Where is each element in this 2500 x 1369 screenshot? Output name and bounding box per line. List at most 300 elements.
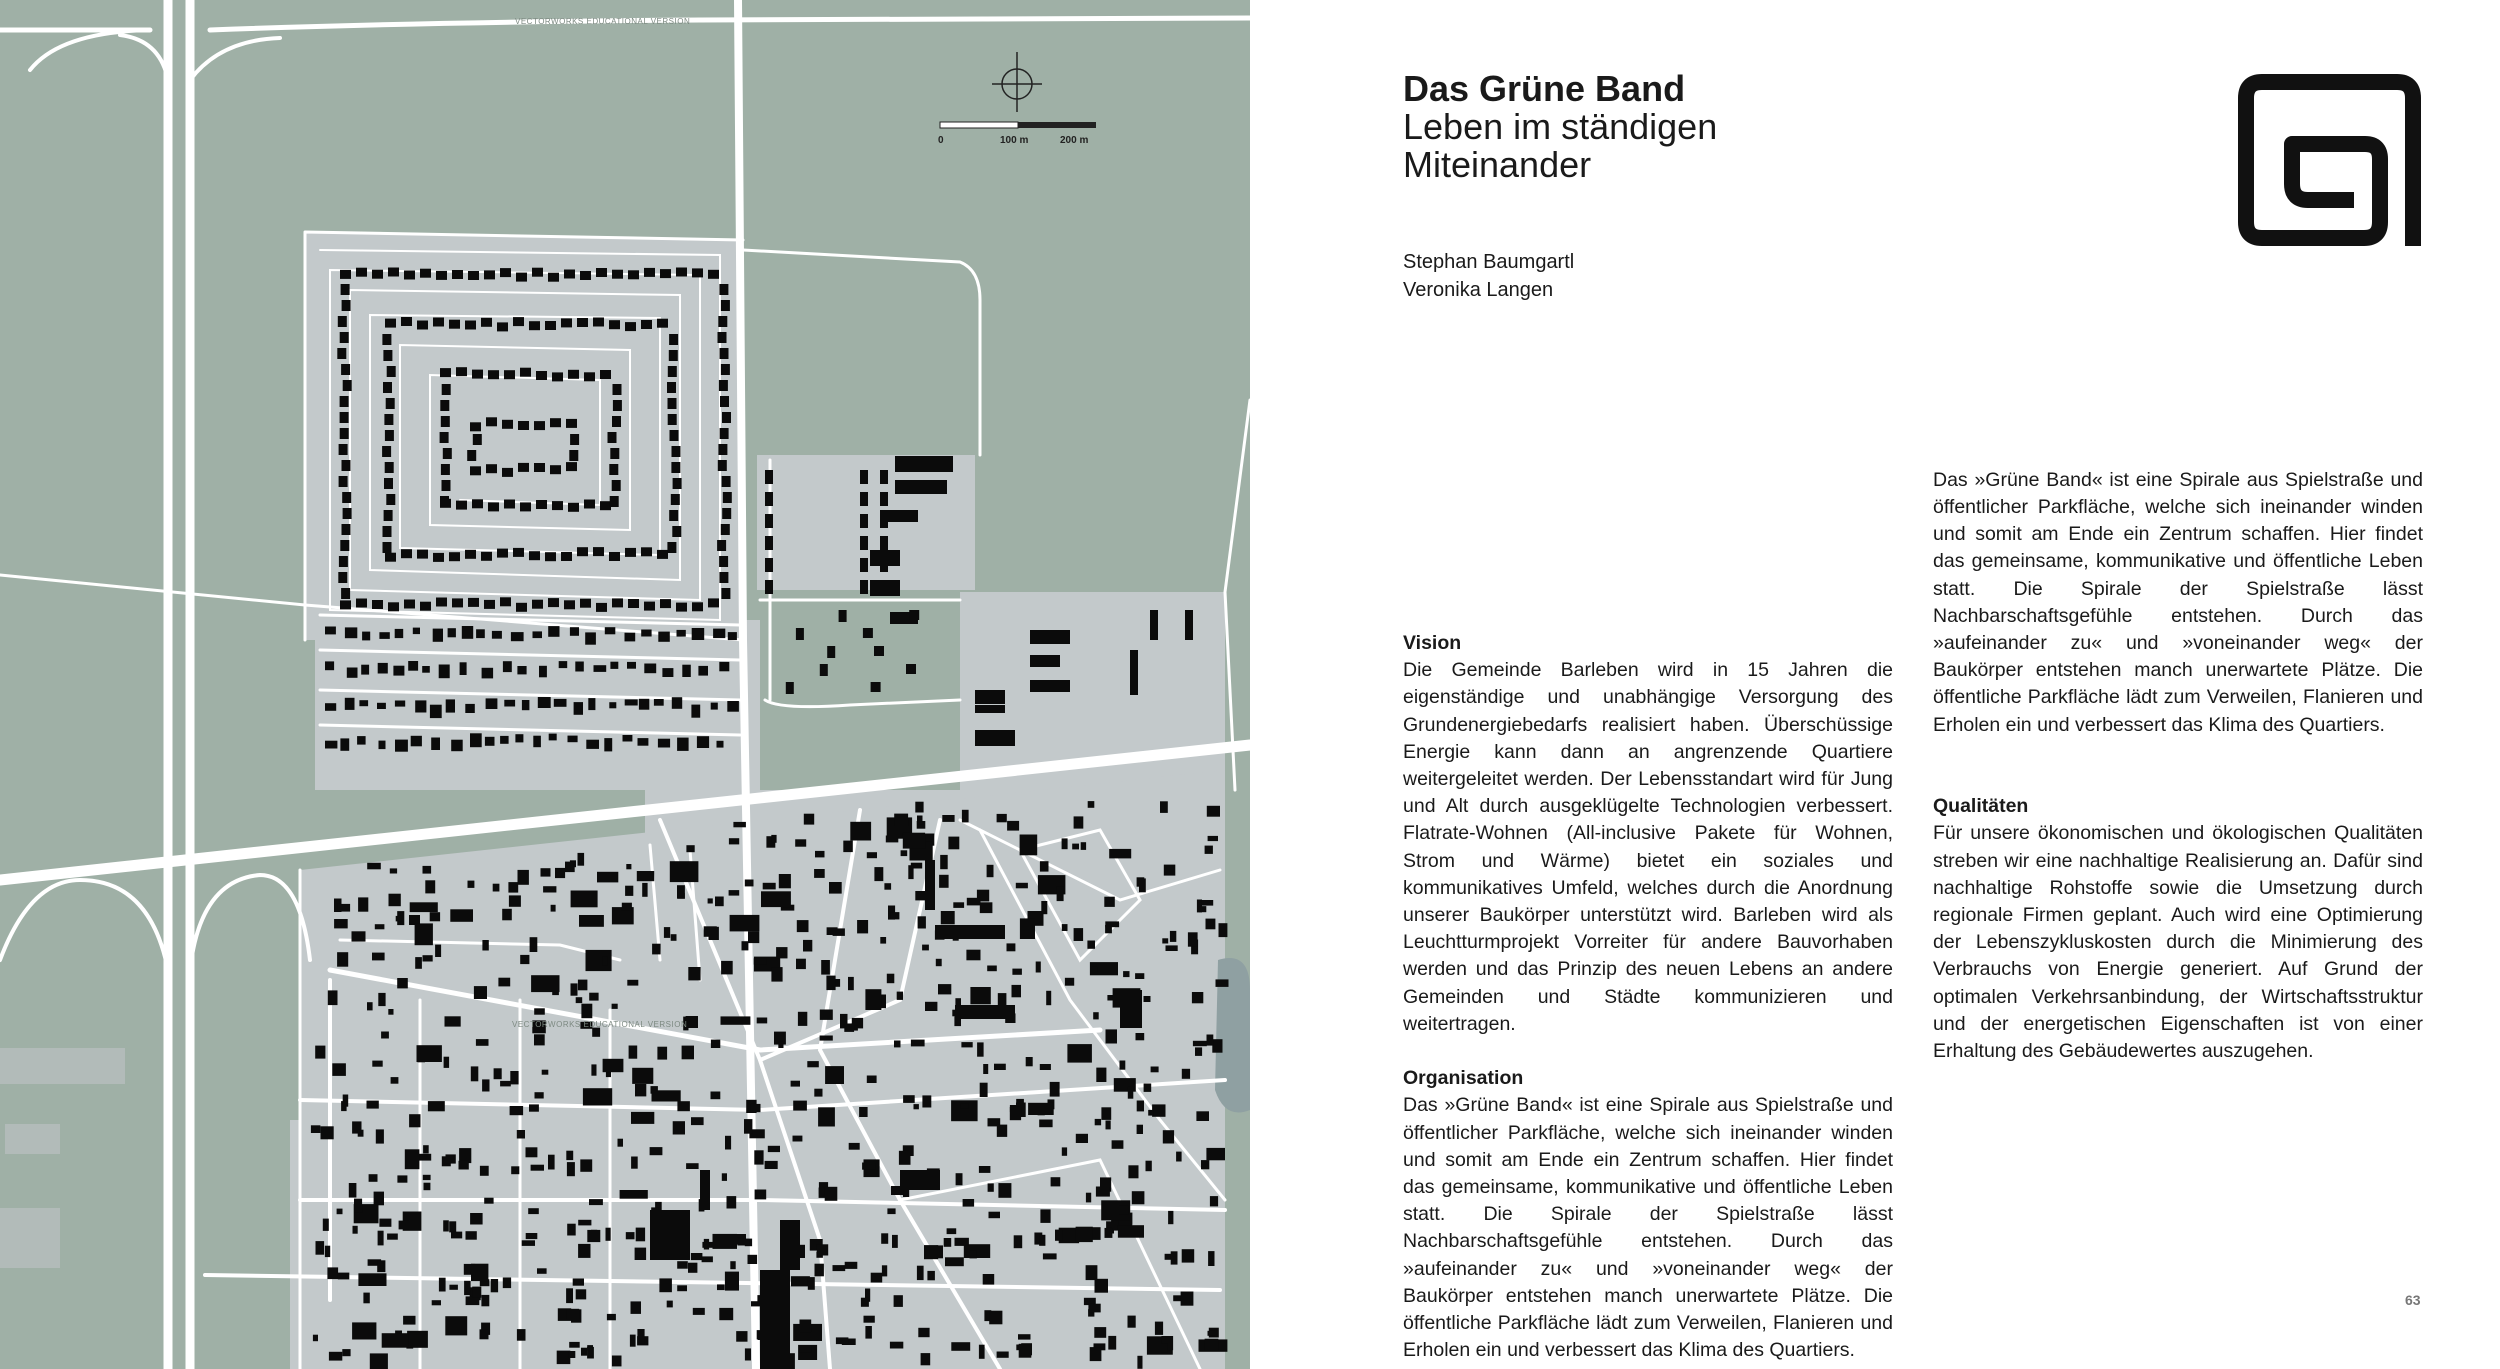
- building: [815, 1264, 824, 1277]
- building: [627, 980, 638, 986]
- building: [650, 1210, 690, 1260]
- building: [531, 975, 559, 992]
- building: [1043, 1253, 1057, 1259]
- building: [593, 547, 604, 556]
- building: [677, 738, 689, 751]
- author-name: Stephan Baumgartl: [1403, 251, 1575, 273]
- building: [568, 736, 578, 743]
- author-name: Veronika Langen: [1403, 279, 1554, 301]
- building: [807, 1061, 819, 1067]
- building: [329, 1352, 342, 1361]
- building: [635, 1084, 646, 1096]
- building: [966, 950, 980, 961]
- building: [839, 610, 847, 622]
- building: [571, 891, 598, 908]
- building: [814, 1089, 822, 1097]
- building: [443, 1220, 449, 1231]
- building: [580, 1159, 592, 1171]
- building: [728, 632, 737, 640]
- building: [578, 1220, 591, 1226]
- building: [667, 1301, 673, 1308]
- building: [534, 463, 545, 472]
- building: [671, 934, 677, 941]
- building: [800, 1320, 812, 1333]
- building: [672, 526, 681, 537]
- building: [657, 1047, 667, 1060]
- building: [1164, 865, 1176, 876]
- building: [470, 466, 481, 475]
- building: [945, 1257, 964, 1266]
- building: [1076, 1134, 1088, 1143]
- building: [961, 1042, 972, 1047]
- building: [470, 733, 482, 747]
- building: [922, 1095, 931, 1107]
- building: [880, 514, 888, 528]
- building: [361, 665, 369, 675]
- building: [903, 833, 925, 849]
- building: [609, 320, 620, 329]
- building: [504, 500, 515, 509]
- building: [532, 600, 543, 609]
- building: [625, 633, 636, 642]
- page-number: 63: [2405, 1292, 2421, 1308]
- building: [464, 1281, 471, 1295]
- building: [486, 464, 497, 473]
- building: [1062, 924, 1068, 931]
- building: [588, 698, 595, 710]
- building: [626, 1232, 635, 1239]
- building: [503, 1278, 511, 1289]
- building: [897, 992, 903, 1000]
- building: [779, 874, 791, 888]
- building: [403, 1316, 415, 1325]
- building: [441, 464, 450, 475]
- building: [395, 740, 408, 752]
- building: [754, 1150, 763, 1164]
- building: [465, 704, 475, 713]
- building: [456, 501, 467, 510]
- building: [820, 664, 828, 676]
- building: [433, 553, 444, 562]
- watermark-mid: VECTORWORKS EDUCATIONAL VERSION: [512, 1020, 688, 1029]
- building: [393, 666, 404, 676]
- building: [955, 1005, 1015, 1019]
- building: [484, 1198, 493, 1204]
- building: [581, 1348, 587, 1356]
- building: [1155, 1322, 1163, 1335]
- building: [725, 1136, 731, 1150]
- building: [864, 1316, 875, 1323]
- building: [1148, 1110, 1153, 1116]
- building: [630, 1335, 636, 1347]
- building: [378, 1231, 384, 1246]
- building: [636, 1228, 645, 1242]
- building: [423, 955, 433, 961]
- building: [691, 1117, 704, 1125]
- building: [1216, 979, 1229, 987]
- building: [940, 855, 948, 869]
- building: [613, 400, 622, 411]
- section-body-organisation-overflow: Das »Grüne Band« ist eine Spirale aus Spielstraße und öffentlicher Parkfläche, welche sich ineinander winden und somit am Ende ein Zentrum schaffen. Hier findet das gemeinsame, kommunikative und öffentliche Leben statt. Die Spirale der Spielstraße lässt Nachbarschaftsgefühle entstehen. Durch das »aufeinander zu« und »voneinander weg« der Baukörper entstehen manch unerwartete Plätze. Die öffentliche Parkfläche lädt zum Verweilen, Flanieren und Erholen ein und verbessert das Klima des Quartiers.: [1933, 468, 2423, 736]
- building: [445, 1016, 461, 1026]
- building: [537, 1268, 547, 1274]
- building: [593, 318, 604, 327]
- building: [529, 1104, 539, 1111]
- building: [535, 1092, 544, 1098]
- building: [673, 1121, 685, 1134]
- building: [727, 701, 739, 712]
- building: [625, 699, 638, 705]
- building: [471, 1264, 488, 1281]
- building: [668, 398, 677, 409]
- building: [382, 1333, 409, 1348]
- building: [606, 1228, 611, 1241]
- building: [997, 1352, 1009, 1358]
- building: [498, 978, 510, 987]
- building: [1118, 1225, 1144, 1238]
- building: [662, 668, 673, 677]
- building: [631, 1112, 654, 1124]
- building: [423, 866, 432, 874]
- building: [797, 920, 809, 932]
- building: [1195, 1047, 1202, 1056]
- building: [1207, 806, 1220, 817]
- building: [793, 1101, 807, 1111]
- building: [751, 1104, 761, 1112]
- building: [444, 1057, 450, 1068]
- building: [1106, 1121, 1111, 1130]
- building: [493, 884, 500, 892]
- building: [430, 705, 442, 718]
- building: [725, 1272, 739, 1291]
- building: [1112, 1140, 1124, 1149]
- building: [908, 865, 913, 879]
- building: [508, 882, 518, 893]
- building: [871, 1273, 883, 1283]
- building: [658, 739, 670, 748]
- building: [642, 883, 647, 897]
- building: [349, 1183, 357, 1198]
- building: [379, 632, 389, 639]
- building: [363, 1293, 369, 1304]
- building: [998, 993, 1007, 1006]
- building: [472, 499, 483, 508]
- building: [1030, 630, 1070, 644]
- building: [718, 316, 727, 327]
- building: [1067, 1044, 1092, 1063]
- building: [1108, 1336, 1116, 1350]
- building: [1007, 821, 1019, 831]
- building: [1193, 1041, 1207, 1046]
- building: [378, 663, 388, 674]
- building: [343, 380, 352, 391]
- building: [1161, 1343, 1168, 1352]
- building: [385, 430, 394, 441]
- building: [796, 959, 806, 969]
- building: [605, 627, 616, 634]
- building: [914, 1104, 919, 1109]
- building: [583, 1088, 612, 1105]
- building: [1136, 1033, 1145, 1040]
- building: [494, 1068, 502, 1079]
- building: [623, 735, 633, 742]
- building: [939, 875, 949, 888]
- building: [497, 322, 508, 331]
- building: [440, 432, 449, 443]
- building: [591, 1064, 596, 1075]
- building: [531, 1165, 544, 1171]
- building: [448, 628, 456, 637]
- building: [742, 941, 749, 950]
- building: [771, 967, 782, 982]
- building: [502, 909, 512, 921]
- building: [517, 1130, 525, 1139]
- building: [341, 284, 350, 295]
- building: [717, 741, 724, 748]
- building: [377, 703, 386, 709]
- building: [577, 318, 588, 327]
- building: [473, 434, 482, 445]
- building: [439, 665, 450, 679]
- building: [994, 1064, 1006, 1070]
- building: [574, 702, 583, 715]
- building: [1074, 816, 1084, 828]
- building: [1007, 943, 1016, 951]
- building: [395, 701, 405, 707]
- building: [367, 1002, 373, 1010]
- building: [358, 897, 368, 911]
- building: [671, 494, 680, 505]
- building: [384, 510, 393, 521]
- building: [382, 334, 391, 345]
- building: [748, 931, 759, 943]
- building: [997, 1125, 1007, 1137]
- building: [408, 661, 418, 671]
- building: [383, 542, 392, 553]
- building: [632, 1068, 653, 1084]
- building: [667, 382, 676, 393]
- building: [1041, 901, 1047, 914]
- building: [395, 629, 404, 638]
- building: [719, 572, 728, 583]
- building: [938, 984, 951, 994]
- building: [589, 1199, 603, 1205]
- building: [1137, 1125, 1143, 1134]
- grey-patch: [0, 1208, 60, 1268]
- building: [423, 1175, 431, 1180]
- building: [702, 1256, 713, 1262]
- building: [1109, 849, 1131, 859]
- building: [610, 662, 618, 669]
- building: [554, 699, 567, 707]
- building: [700, 1170, 710, 1210]
- building: [481, 552, 492, 561]
- building: [387, 366, 396, 377]
- building: [337, 1209, 343, 1215]
- building: [548, 273, 559, 282]
- building: [600, 370, 611, 379]
- building: [862, 1163, 875, 1170]
- building: [440, 368, 451, 377]
- building: [552, 501, 563, 510]
- building: [612, 270, 623, 279]
- building: [791, 1276, 810, 1286]
- building: [431, 738, 440, 751]
- building: [503, 661, 512, 672]
- building: [522, 700, 530, 710]
- building: [383, 350, 392, 361]
- building: [780, 1220, 800, 1270]
- building: [359, 700, 368, 706]
- building: [818, 1107, 835, 1126]
- building: [903, 1095, 915, 1103]
- building: [639, 699, 649, 710]
- building: [381, 1032, 389, 1039]
- building: [989, 1311, 1002, 1325]
- building: [825, 1066, 844, 1084]
- building: [867, 1076, 877, 1084]
- building: [510, 1071, 518, 1084]
- article-subtitle-line1: Leben im ständigen: [1403, 106, 1718, 147]
- building: [520, 368, 531, 377]
- building: [692, 268, 703, 277]
- building: [625, 322, 636, 331]
- building: [452, 598, 463, 607]
- building: [1062, 838, 1068, 849]
- building: [569, 1342, 580, 1348]
- building: [654, 699, 664, 706]
- building: [641, 547, 652, 556]
- scale-label-0: 0: [938, 135, 944, 146]
- building: [1028, 1103, 1054, 1115]
- building: [497, 549, 508, 558]
- building: [565, 862, 575, 873]
- author-list: [1403, 248, 1574, 304]
- building: [660, 599, 671, 608]
- building: [343, 508, 352, 519]
- text-column-left: [1403, 630, 1893, 1362]
- building: [449, 320, 460, 329]
- building: [942, 815, 954, 822]
- building: [799, 1346, 811, 1353]
- building: [570, 434, 579, 445]
- building: [1144, 1084, 1152, 1092]
- building: [1137, 1101, 1144, 1112]
- building: [880, 580, 888, 594]
- building: [821, 960, 830, 975]
- building: [670, 430, 679, 441]
- building: [765, 470, 773, 484]
- building: [692, 628, 705, 640]
- building: [372, 600, 383, 609]
- building: [625, 886, 633, 896]
- building: [676, 268, 687, 277]
- building: [596, 268, 607, 277]
- building: [417, 550, 428, 559]
- building: [808, 1277, 815, 1290]
- building: [555, 868, 565, 878]
- building: [384, 478, 393, 489]
- building: [673, 478, 682, 489]
- building: [526, 1147, 538, 1157]
- building: [820, 1036, 833, 1041]
- building: [569, 1351, 576, 1358]
- building: [786, 682, 794, 694]
- building: [1205, 1339, 1219, 1351]
- building: [1205, 846, 1213, 854]
- building: [413, 628, 420, 635]
- building: [513, 548, 524, 557]
- building: [383, 382, 392, 393]
- section-body-vision: Die Gemeinde Barleben wird in 15 Jahren die eigenständige und unabhängige Versorgung des Grundenergiebedarfs realisiert haben. Überschüssige Energie kann dann an angrenzende Quartiere weitergeleitet werden. Der Lebensstandart wird für Jung und Alt durch ausgeklügelte Technologien verbessert. Flatrate-Wohnen (All-inclusive Pakete für Wohnen, Strom und Wärme) bietet ein soziales und kommunikatives Umfeld, welches durch die Anordnung unserer Baukörper unterstützt wird. Barleben wird als Leuchtturmprojekt Vorreiter für andere Bauvorhaben werden und das Prinzip des neuen Lebens an andere Gemeinden und Städte kommunizieren und weitertragen.: [1403, 659, 1893, 1035]
- building: [545, 552, 556, 561]
- building: [720, 428, 729, 439]
- building: [488, 370, 499, 379]
- building: [516, 273, 527, 282]
- building: [358, 1130, 364, 1137]
- building: [915, 891, 925, 900]
- building: [520, 955, 529, 964]
- building: [765, 580, 773, 594]
- building: [1026, 1057, 1033, 1066]
- building: [1208, 836, 1218, 841]
- building: [682, 1046, 694, 1060]
- building: [721, 364, 730, 375]
- building: [422, 666, 430, 673]
- building: [760, 1270, 790, 1369]
- building: [652, 1090, 681, 1101]
- building: [452, 270, 463, 279]
- building: [765, 536, 773, 550]
- building: [580, 599, 591, 608]
- building: [518, 870, 529, 885]
- building: [470, 1213, 483, 1225]
- building: [482, 668, 494, 679]
- building: [637, 1329, 644, 1343]
- building: [340, 270, 351, 279]
- building: [979, 1166, 991, 1173]
- building: [570, 627, 579, 636]
- building: [850, 822, 871, 841]
- building: [763, 883, 776, 890]
- building: [977, 1042, 984, 1056]
- building: [911, 1040, 925, 1047]
- building: [944, 1238, 952, 1247]
- building: [436, 598, 447, 607]
- building: [1132, 1191, 1145, 1204]
- building: [745, 1348, 751, 1360]
- building: [967, 898, 981, 906]
- building: [947, 1228, 957, 1234]
- building: [871, 682, 881, 692]
- building: [1086, 1193, 1091, 1203]
- building: [1166, 945, 1178, 951]
- building: [1087, 941, 1095, 949]
- building: [311, 1125, 321, 1133]
- building: [515, 734, 523, 742]
- building: [340, 332, 349, 343]
- building: [721, 1016, 751, 1024]
- building: [863, 628, 873, 638]
- building: [721, 588, 730, 599]
- building: [622, 903, 632, 911]
- building: [963, 1199, 975, 1207]
- building: [345, 698, 355, 710]
- building: [390, 868, 397, 873]
- building: [401, 317, 412, 326]
- building: [369, 1174, 378, 1182]
- building: [627, 662, 636, 669]
